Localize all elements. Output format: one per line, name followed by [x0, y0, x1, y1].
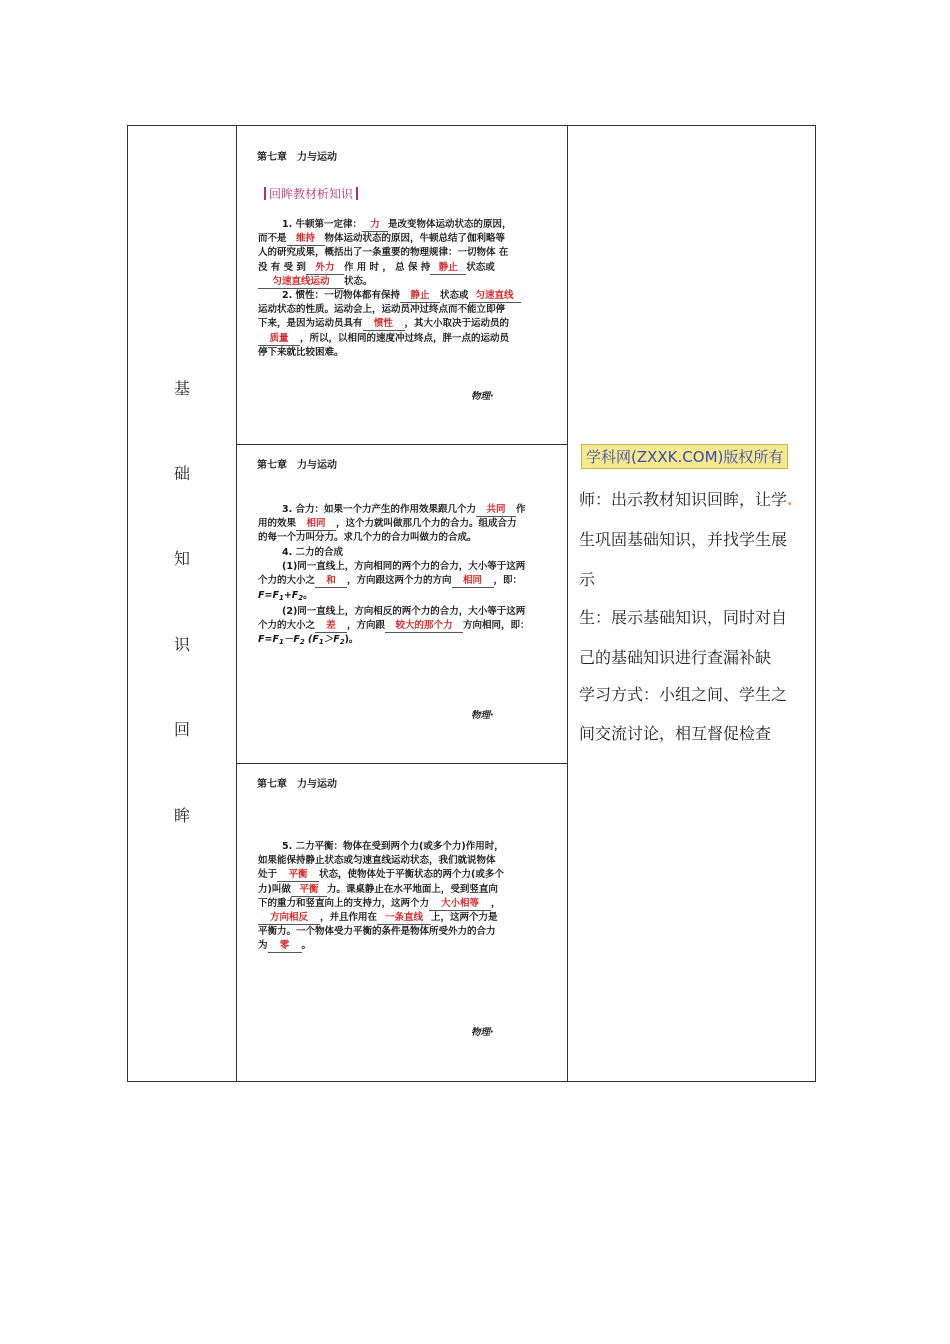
formula-subscript: 1 — [318, 638, 324, 647]
slide-footer: 物理· — [471, 1027, 494, 1038]
text: 物体运动状态的原因，牛顿总结了伽利略等 — [324, 233, 506, 245]
formula-subscript: 1 — [278, 638, 284, 647]
note-text: 师：出示教材知识回眸，让学 — [579, 490, 788, 509]
text: 力。课桌静止在水平地面上，受到竖直向 — [326, 883, 498, 895]
formula-part: F=F — [258, 634, 279, 646]
answer-blank: 平衡 — [291, 884, 327, 897]
text: 停下来就比较困难。 — [258, 346, 344, 358]
slide-2 — [237, 445, 567, 763]
text: 运动状态的性质。运动会上，运动员冲过终点而不能立即停 — [258, 304, 506, 316]
answer-blank: 惯性 — [363, 318, 405, 331]
answer-blank: 大小相等 — [429, 898, 491, 911]
answer-blank: 质量 — [258, 333, 300, 346]
title-bar-left — [264, 187, 266, 200]
text: 。 — [301, 940, 312, 952]
text: ，并且作用在 — [320, 912, 378, 924]
text: 4. 二力的合成 — [282, 547, 344, 558]
text: 状态，使物体处于平衡状态的两个力(或多个 — [319, 869, 504, 881]
text: 人的研究成果，概括出了一条重要的物理规律：一切物体 在 — [258, 247, 509, 259]
slide-footer: 物理· — [471, 391, 494, 402]
text: 没 有 受 到 — [258, 261, 306, 273]
text: 个力的大小之 — [258, 620, 316, 632]
formula-subscript: 2 — [299, 638, 305, 647]
text: 状态或 — [440, 290, 469, 301]
text: ，这个力就叫做那几个力的合力。组成合力 — [336, 518, 517, 530]
side-char-6: 眸 — [173, 806, 190, 825]
text: 而不是 — [258, 233, 287, 245]
answer-blank: 差 — [315, 620, 347, 633]
formula-sum — [258, 589, 538, 605]
formula-part: )。 — [344, 634, 359, 646]
answer-blank: 相同 — [452, 575, 494, 588]
text: 状态或 — [466, 261, 495, 273]
formula-part: F=F — [258, 589, 279, 601]
text: 平衡力。一个物体受力平衡的条件是物体所受外力的合力 — [258, 926, 496, 938]
answer-blank: 一条直线 — [377, 912, 431, 925]
answer-blank: 外力 — [306, 262, 344, 275]
formula-part: (F — [304, 634, 319, 646]
text: 状态。 — [344, 275, 373, 287]
text: 2. 惯性：一切物体都有保持 — [282, 290, 401, 301]
text: ，方向跟 — [347, 620, 386, 632]
formula-difference — [258, 633, 538, 649]
answer-blank: 静止 — [400, 290, 440, 303]
text: 下的重力和竖直向上的支持力，这两个力 — [258, 897, 430, 909]
lesson-table — [127, 125, 816, 1082]
text: 作 — [516, 504, 526, 515]
answer-blank: 和 — [315, 575, 347, 588]
paragraph-2 — [258, 289, 538, 360]
note-line: 生巩固基础知识，并找学生展 — [579, 530, 788, 549]
text: 1. 牛顿第一定律： — [282, 219, 363, 230]
note-line — [579, 490, 811, 510]
text: 处于 — [258, 869, 278, 881]
chapter-title: 第七章 力与运动 — [257, 152, 337, 163]
formula-part: +F — [283, 589, 299, 601]
text: 如果能保持静止状态或匀速直线运动状态，我们就说物体 — [258, 855, 496, 867]
text: ，方向跟这两个力的方向 — [347, 575, 452, 587]
paragraph-3 — [258, 503, 538, 546]
answer-blank: 力 — [362, 219, 388, 232]
text: 上，这两个力是 — [431, 912, 498, 924]
note-line: 间交流讨论，相互督促检查 — [579, 724, 772, 743]
side-char-1: 基 — [173, 379, 190, 398]
title-bar-right — [356, 187, 358, 200]
text: ，即： — [493, 575, 523, 587]
answer-blank: 零 — [268, 940, 302, 953]
text: 用的效果 — [258, 518, 297, 530]
chapter-title: 第七章 力与运动 — [257, 460, 337, 471]
answer-blank: 较大的那个力 — [385, 620, 463, 633]
paragraph-5 — [258, 840, 538, 954]
answer-blank: 共同 — [476, 504, 516, 517]
slide-1 — [237, 126, 567, 444]
text: 下来，是因为运动员具有 — [258, 318, 363, 330]
note-line: 己的基础知识进行查漏补缺 — [579, 648, 772, 667]
text: 是改变物体运动状态的原因， — [388, 219, 512, 230]
note-line: 示 — [579, 570, 596, 589]
copyright-badge: 学科网(ZXXK.COM)版权所有 — [581, 444, 788, 469]
answer-blank: 相同 — [296, 518, 336, 531]
formula-part: 。 — [303, 589, 313, 601]
text: 个力的大小之 — [258, 575, 316, 587]
answer-blank: 静止 — [430, 262, 466, 275]
answer-blank: 方向相反 — [258, 912, 320, 925]
text: 的每一个力叫分力。求几个力的合力叫做力的合成。 — [258, 532, 477, 544]
formula-subscript: 2 — [298, 593, 304, 602]
side-char-2: 础 — [173, 464, 190, 483]
text: 作 用 时 ， 总 保 持 — [343, 261, 431, 273]
formula-subscript: 2 — [339, 638, 345, 647]
text: (1)同一直线上，方向相同的两个力的合力，大小等于这两 — [282, 561, 526, 573]
text: 方向相同，即： — [463, 620, 530, 632]
note-line: 学习方式：小组之间、学生之 — [579, 685, 788, 704]
slide-3 — [237, 764, 567, 1081]
teaching-notes — [568, 126, 816, 1081]
note-line: 生：展示基础知识，同时对自 — [579, 608, 788, 627]
side-char-5: 回 — [173, 720, 190, 739]
marker-dot-icon: . — [787, 490, 793, 509]
formula-part: －F — [283, 634, 300, 646]
text: ，所以，以相同的速度冲过终点，胖一点的运动员 — [300, 332, 510, 344]
text: (2)同一直线上，方向相反的两个力的合力，大小等于这两 — [282, 605, 526, 617]
text: 力)叫做 — [258, 883, 291, 895]
text: ，其大小取决于运动员的 — [404, 318, 510, 330]
slide-footer: 物理· — [471, 710, 494, 721]
section-title-text: 回眸教材析知识 — [269, 187, 354, 201]
paragraph-1 — [258, 218, 538, 289]
paragraph-4 — [258, 546, 538, 649]
answer-blank: 平衡 — [277, 869, 319, 882]
answer-blank: 匀速直线 — [469, 290, 521, 303]
formula-subscript: 1 — [278, 593, 284, 602]
text: 5. 二力平衡：物体在受到两个力(或多个力)作用时， — [282, 841, 504, 852]
side-char-4: 识 — [173, 635, 190, 654]
answer-blank: 维持 — [287, 233, 325, 246]
text: 为 — [258, 940, 268, 952]
formula-part: ＞F — [323, 634, 340, 646]
text: 3. 合力：如果一个力产生的作用效果跟几个力 — [282, 504, 477, 515]
section-title — [261, 187, 361, 201]
chapter-title: 第七章 力与运动 — [257, 779, 337, 790]
side-char-3: 知 — [173, 549, 190, 568]
text: ， — [491, 897, 501, 909]
answer-blank: 匀速直线运动 — [258, 276, 344, 289]
